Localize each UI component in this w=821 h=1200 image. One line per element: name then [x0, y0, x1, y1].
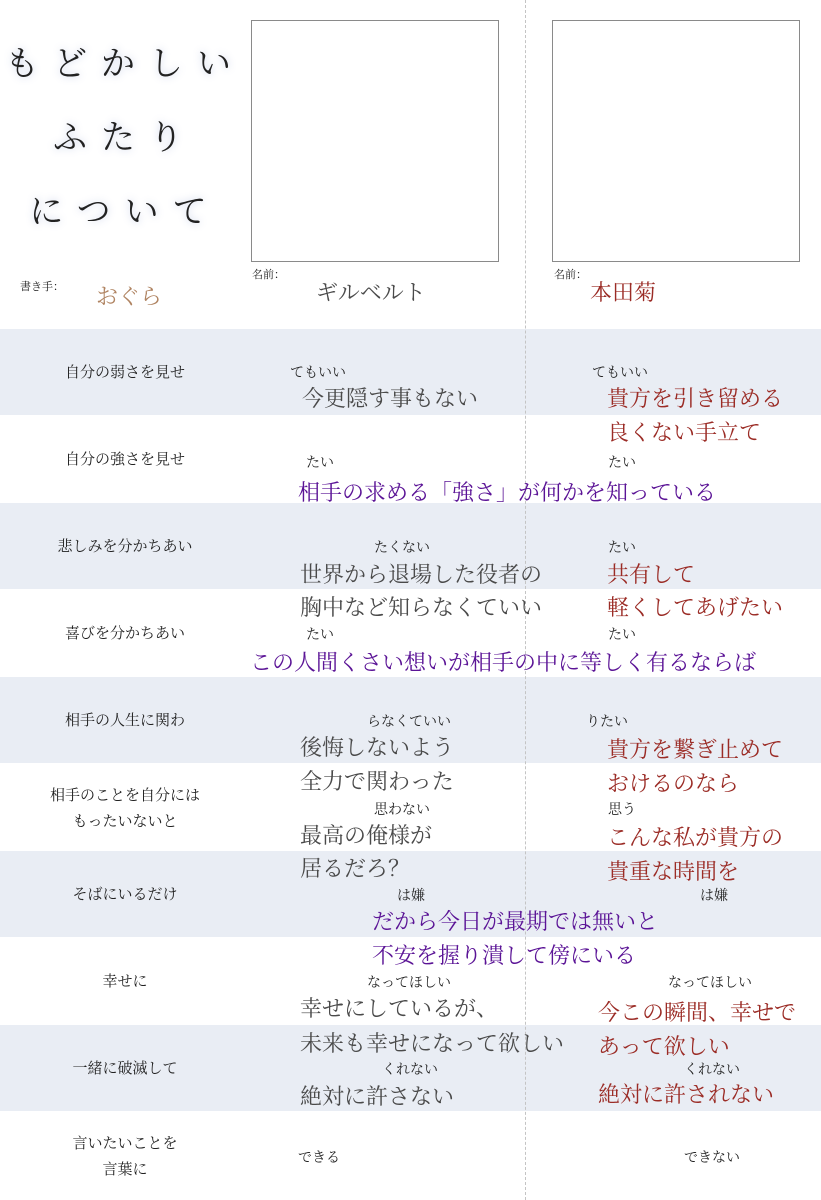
row-label-10b: 言葉に	[102, 1160, 148, 1178]
left-choice-1: てもいい	[290, 365, 346, 381]
shared-comment-7b: 不安を握り潰して傍にいる	[372, 944, 637, 969]
row-label-8: 幸せに	[102, 972, 148, 990]
left-comment-8b: 未来も幸せになって欲しい	[300, 1032, 565, 1057]
left-choice-10: できる	[298, 1150, 340, 1166]
left-choice-7: は嫌	[397, 888, 425, 904]
title-line-3: について	[29, 192, 221, 232]
right-comment-8b: あって欲しい	[598, 1035, 730, 1060]
left-choice-4: たい	[306, 627, 334, 643]
left-choice-6: 思わない	[374, 802, 430, 818]
title-line-2: ふたり	[53, 118, 197, 158]
left-choice-9: くれない	[382, 1062, 438, 1078]
left-comment-1: 今更隠す事もない	[302, 387, 479, 412]
right-comment-5a: 貴方を繋ぎ止めて	[607, 738, 784, 763]
left-comment-3a: 世界から退場した役者の	[300, 563, 543, 588]
right-comment-6b: 貴重な時間を	[607, 860, 740, 885]
right-comment-3b: 軽くしてあげたい	[607, 596, 784, 621]
left-choice-2: たい	[306, 455, 334, 471]
right-comment-1: 貴方を引き留める	[607, 387, 784, 412]
right-character-name: 本田菊	[590, 281, 657, 306]
right-choice-2: たい	[608, 455, 636, 471]
writer-name: おぐら	[96, 285, 163, 310]
right-choice-1: てもいい	[592, 365, 648, 381]
right-character-image-frame	[552, 20, 800, 262]
right-comment-5b: おけるのなら	[607, 772, 740, 797]
right-comment-3a: 共有して	[607, 563, 696, 588]
left-comment-5a: 後悔しないよう	[300, 736, 455, 761]
shared-comment-4: この人間くさい想いが相手の中に等しく有るならば	[250, 651, 757, 676]
right-choice-9: くれない	[684, 1062, 740, 1078]
row-label-3: 悲しみを分かちあい	[57, 537, 193, 555]
left-comment-6b: 居るだろ？	[300, 857, 411, 882]
right-choice-7: は嫌	[700, 888, 728, 904]
right-choice-4: たい	[608, 627, 636, 643]
right-choice-3: たい	[608, 540, 636, 556]
right-comment-9: 絶対に許されない	[598, 1083, 775, 1108]
row-label-5: 相手の人生に関わ	[64, 711, 185, 729]
left-choice-8: なってほしい	[367, 975, 451, 991]
right-comment-2: 良くない手立て	[607, 421, 762, 446]
shared-comment-7a: だから今日が最期では無いと	[372, 910, 659, 935]
row-label-6a: 相手のことを自分には	[49, 786, 200, 804]
right-choice-8: なってほしい	[668, 975, 752, 991]
left-name-label: 名前：	[252, 268, 285, 281]
left-character-name: ギルベルト	[316, 281, 426, 306]
row-label-7: そばにいるだけ	[72, 885, 178, 903]
right-choice-10: できない	[684, 1150, 740, 1166]
left-comment-9: 絶対に許さない	[300, 1085, 455, 1110]
right-name-label: 名前：	[554, 268, 587, 281]
row-label-6b: もったいないと	[72, 812, 178, 830]
left-choice-3: たくない	[374, 540, 430, 556]
left-comment-3b: 胸中など知らなくていい	[300, 596, 543, 621]
row-label-10a: 言いたいことを	[72, 1134, 178, 1152]
left-character-image-frame	[251, 20, 499, 262]
title-line-1: もどかしい	[5, 44, 245, 84]
left-comment-8a: 幸せにしているが、	[300, 997, 499, 1022]
left-choice-5: らなくていい	[367, 714, 451, 730]
left-comment-5b: 全力で関わった	[300, 770, 454, 795]
right-choice-6: 思う	[608, 802, 636, 818]
row-label-1: 自分の弱さを見せ	[64, 363, 185, 381]
row-label-9: 一緒に破滅して	[72, 1059, 178, 1077]
left-comment-6a: 最高の俺様が	[300, 824, 433, 849]
shared-comment-2: 相手の求める「強さ」が何かを知っている	[298, 481, 717, 506]
right-comment-6a: こんな私が貴方の	[607, 826, 784, 851]
row-label-2: 自分の強さを見せ	[64, 450, 185, 468]
writer-label: 書き手：	[20, 280, 64, 293]
right-comment-8a: 今この瞬間、幸せで	[598, 1001, 797, 1026]
row-label-4: 喜びを分かちあい	[64, 624, 185, 642]
right-choice-5: りたい	[586, 714, 628, 730]
